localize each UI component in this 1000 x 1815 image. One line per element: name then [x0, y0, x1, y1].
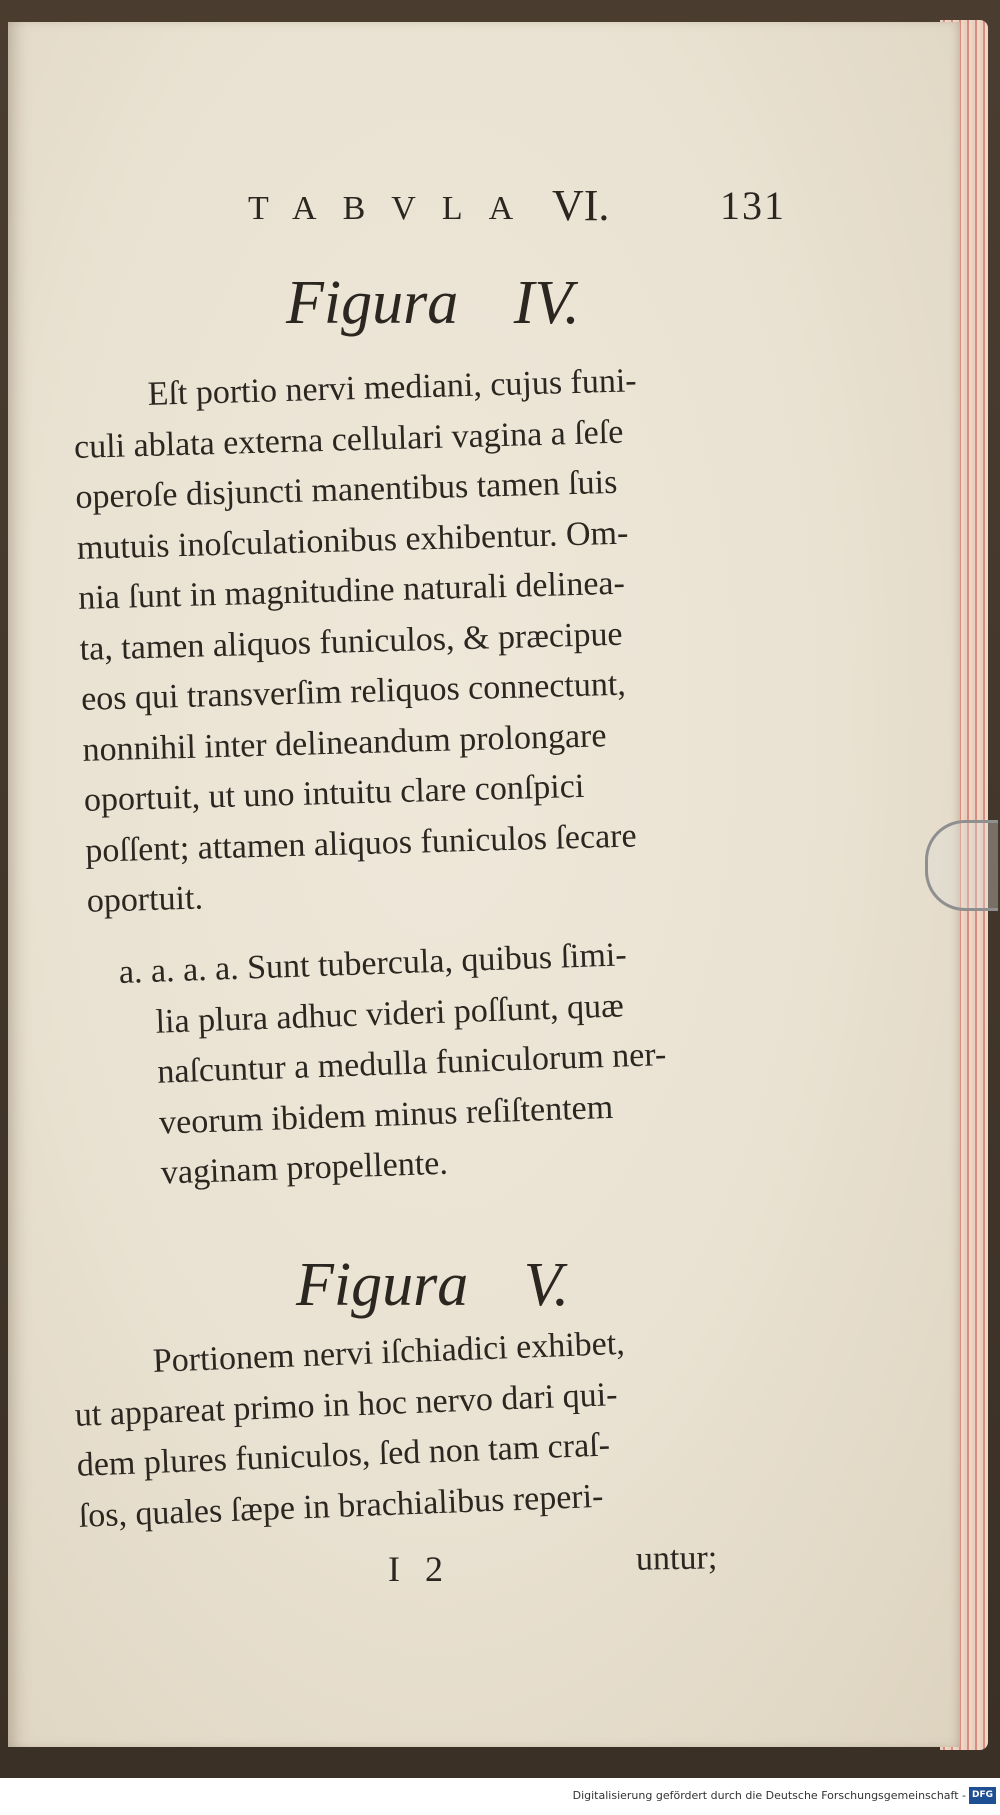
- signature-mark: I 2: [388, 1549, 451, 1589]
- dfg-logo-icon: DFG: [969, 1787, 996, 1804]
- text-line: oportuit, ut uno intuitu clare conſpici: [83, 767, 585, 819]
- digitization-note: Digitalisierung gefördert durch die Deutsche Forschungsgemeinschaft -: [572, 1789, 966, 1802]
- running-head: TABVLA: [248, 190, 540, 227]
- text-line: naſcuntur a medulla funiculorum ner-: [156, 1035, 667, 1091]
- text-line: nonnihil inter delineandum prolongare: [82, 716, 607, 769]
- figure-v-paragraph: [72, 1319, 631, 1542]
- text-line: culi ablata externa cellulari vagina a ſeſe: [73, 413, 624, 466]
- text-line: Portionem nervi iſchiadici exhibet,: [152, 1324, 626, 1380]
- figure-v-title: Figura V.: [296, 1251, 570, 1319]
- page-clip: [925, 820, 998, 911]
- text-line: Eſt portio nervi mediani, cujus funi-: [147, 362, 638, 413]
- figure-iv-title: Figura IV.: [286, 269, 580, 337]
- text-line: eos qui transverſim reliquos connectunt,: [80, 665, 627, 718]
- text-line: oportuit.: [86, 879, 204, 920]
- catchword: untur;: [635, 1539, 718, 1578]
- text-line: ta, tamen aliquos funiculos, & præcipue: [79, 615, 623, 668]
- running-head-number: VI.: [552, 181, 610, 230]
- figure-iv-note: [118, 929, 671, 1200]
- text-line: veorum ibidem minus reſiſtentem: [158, 1088, 614, 1142]
- text-line: ut appareat primo in hoc nervo dari qui-: [74, 1375, 619, 1434]
- text-line: dem plures funiculos, ſed non tam craſ-: [76, 1426, 611, 1484]
- page-number: 131: [720, 183, 786, 228]
- text-line: vaginam propellente.: [160, 1144, 449, 1192]
- text-line: nia ſunt in magnitudine naturali delinea-: [77, 564, 626, 617]
- digitization-footer: [0, 1778, 1000, 1815]
- text-line: operoſe disjuncti manentibus tamen ſuis: [74, 463, 618, 516]
- text-line: ſos, quales ſæpe in brachialibus reperi-: [78, 1477, 605, 1535]
- text-line: lia plura adhuc videri poſſunt, quæ: [154, 986, 625, 1041]
- figure-iv-paragraph: [72, 356, 651, 927]
- text-line: mutuis inoſculationibus exhibentur. Om-: [76, 514, 629, 567]
- text-line: poſſent; attamen aliquos funiculos ſecare: [84, 816, 638, 870]
- text-line: a. a. a. a. Sunt tubercula, quibus ſimi-: [118, 936, 628, 991]
